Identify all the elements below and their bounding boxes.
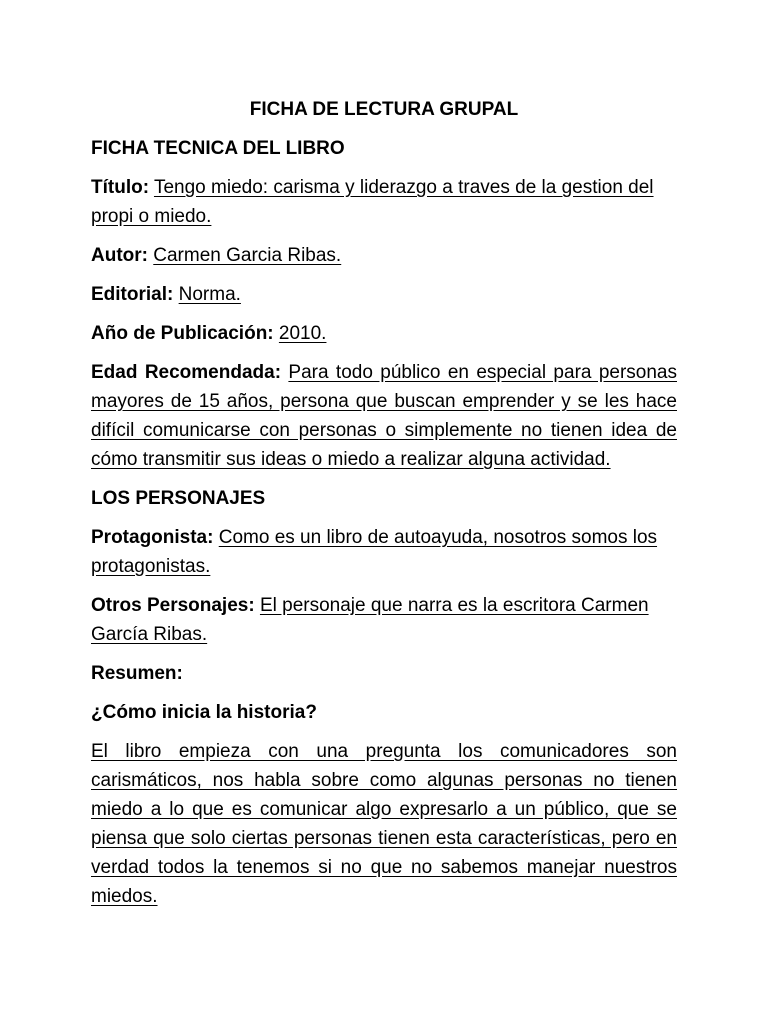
story-start-paragraph: El libro empieza con una pregunta los comunicadores son carismáticos, nos habla sobre como algunas personas no tienen miedo a lo que es comunicar algo expresarlo a un público, que se piensa que solo ciertas personas tienen esta características, pero en verdad todos la tenemos si no que no sabemos manejar nuestros miedos.	[91, 741, 677, 907]
editorial-value: Norma.	[178, 284, 241, 305]
titulo-label: Título:	[91, 177, 150, 198]
resumen-heading: Resumen:	[91, 663, 183, 684]
field-protagonista	[91, 523, 677, 581]
field-autor	[91, 241, 677, 270]
field-titulo	[91, 173, 677, 231]
edad-label: Edad Recomendada:	[91, 362, 282, 383]
field-edad	[91, 358, 677, 474]
story-start-question: ¿Cómo inicia la historia?	[91, 702, 317, 723]
field-otros-personajes	[91, 591, 677, 649]
titulo-value: Tengo miedo: carisma y liderazgo a traves de la gestion del propi o miedo.	[91, 177, 654, 227]
autor-label: Autor:	[91, 245, 148, 266]
document-page	[91, 95, 677, 911]
editorial-label: Editorial:	[91, 284, 174, 305]
anio-label: Año de Publicación:	[91, 323, 274, 344]
field-editorial	[91, 280, 677, 309]
otros-personajes-label: Otros Personajes:	[91, 595, 255, 616]
document-title: FICHA DE LECTURA GRUPAL	[249, 99, 519, 120]
protagonista-label: Protagonista:	[91, 527, 214, 548]
protagonista-value: Como es un libro de autoayuda, nosotros somos los protagonistas.	[91, 527, 658, 577]
autor-value: Carmen Garcia Ribas.	[153, 245, 342, 266]
technical-sheet-heading: FICHA TECNICA DEL LIBRO	[91, 138, 345, 159]
anio-value: 2010.	[278, 323, 327, 344]
field-anio	[91, 319, 677, 348]
characters-heading: LOS PERSONAJES	[91, 488, 266, 509]
edad-value: Para todo público en especial para personas mayores de 15 años, persona que buscan emprender y se les hace difícil comunicarse con personas o simplemente no tienen idea de cómo transmitir sus ideas o miedo a realizar alguna actividad.	[91, 362, 677, 470]
otros-personajes-value: El personaje que narra es la escritora Carmen García Ribas.	[91, 595, 649, 645]
